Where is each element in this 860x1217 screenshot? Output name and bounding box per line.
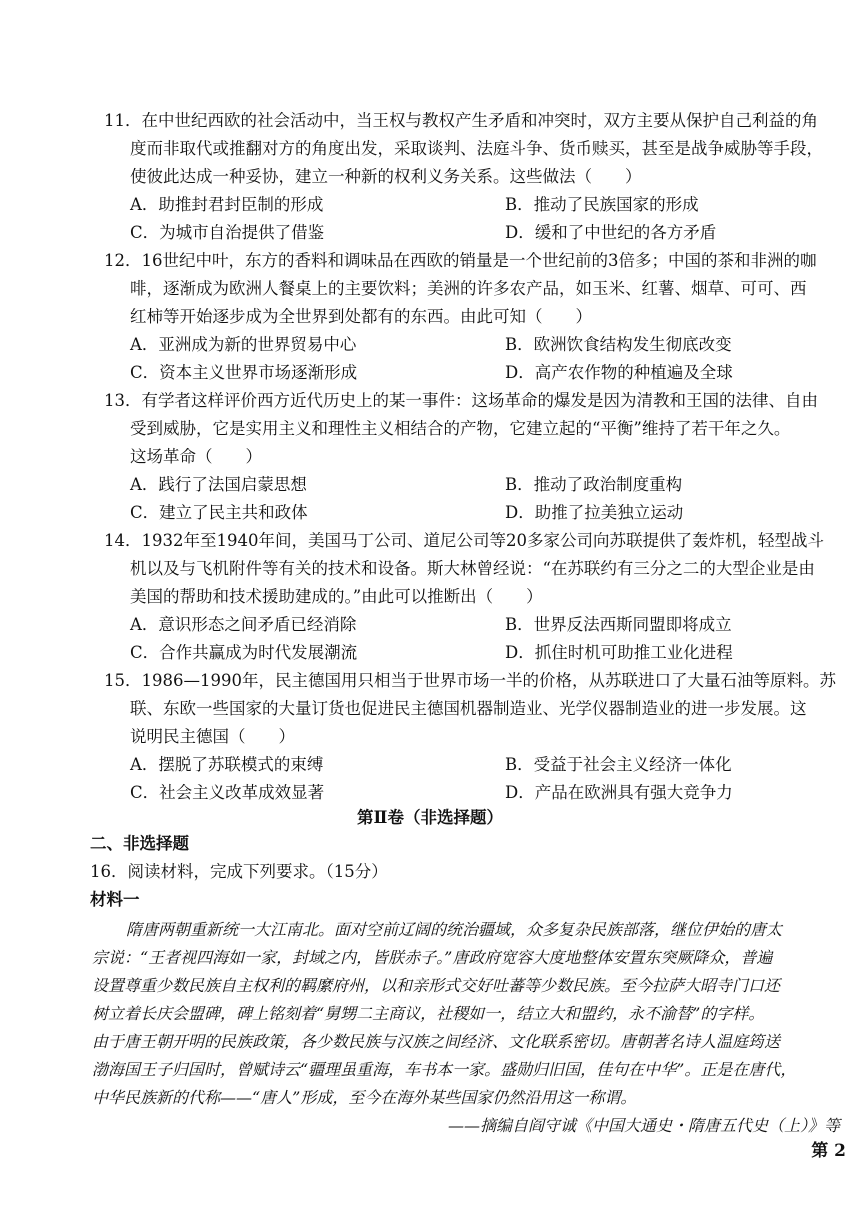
question-13-option-d: D．助推了拉美独立运动 [505,503,684,522]
question-15-option-c: C．社会主义改革成效显著 [130,783,325,802]
question-14-line-3: 美国的帮助和技术援助建成的。”由此可以推断出（ ） [130,587,543,606]
material-title: 材料一 [90,890,140,909]
question-12-line-2: 啡，逐渐成为欧洲人餐桌上的主要饮料；美洲的许多农产品，如玉米、红薯、烟草、可可、西 [130,279,807,298]
question-13-line-2: 受到威胁，它是实用主义和理性主义相结合的产物，它建立起的“平衡”维持了若干年之久。 [130,419,791,438]
material-line-6: 渤海国王子归国时，曾赋诗云“疆理虽重海，车书本一家。盛勋归旧国，佳句在中华”。正是在唐代， [92,1060,797,1079]
question-11-option-a: A．助推封君封臣制的形成 [130,195,324,214]
question-15-line-2: 联、东欧一些国家的大量订货也促进民主德国机器制造业、光学仪器制造业的进一步发展。这 [130,699,807,718]
question-15-option-b: B．受益于社会主义经济一体化 [505,755,732,774]
question-13-line-1: 13．有学者这样评价西方近代历史上的某一事件：这场革命的爆发是因为清教和王国的法律、自由 [104,391,818,410]
question-11-option-c: C．为城市自治提供了借鉴 [130,223,325,242]
question-13-option-b: B．推动了政治制度重构 [505,475,683,494]
question-16-prompt: 16．阅读材料，完成下列要求。（15分） [90,862,388,881]
question-14-line-1: 14．1932年至1940年间，美国马丁公司、道尼公司等20多家公司向苏联提供了轰炸机，轻型战斗 [104,531,824,550]
question-14-option-a: A．意识形态之间矛盾已经消除 [130,615,357,634]
question-11-line-2: 度而非取代或推翻对方的角度出发，采取谈判、法庭斗争、货币赎买，甚至是战争威胁等手段， [130,139,823,158]
material-line-2: 宗说：“王者视四海如一家，封域之内，皆朕赤子。”唐政府宽容大度地整体安置东突厥降众，普遍 [92,948,773,967]
question-15-line-3: 说明民主德国（ ） [130,727,295,746]
question-12-option-c: C．资本主义世界市场逐渐形成 [130,363,358,382]
question-12-option-a: A．亚洲成为新的世界贸易中心 [130,335,357,354]
part-2-heading: 第Ⅱ卷（非选择题） [357,808,503,827]
material-line-5: 由于唐王朝开明的民族政策，各少数民族与汉族之间经济、文化联系密切。唐朝著名诗人温庭筠送 [92,1032,781,1051]
question-12-line-1: 12．16世纪中叶，东方的香料和调味品在西欧的销量是一个世纪前的3倍多；中国的茶和非洲的咖 [104,251,817,270]
material-line-7: 中华民族新的代称——“唐人”形成，至今在海外某些国家仍然沿用这一称谓。 [92,1088,637,1107]
material-line-3: 设置尊重少数民族自主权利的羁縻府州，以和亲形式交好吐蕃等少数民族。至今拉萨大昭寺门口还 [92,976,781,995]
section-heading: 二、非选择题 [90,834,189,853]
question-13-option-c: C．建立了民主共和政体 [130,503,308,522]
question-15-line-1: 15．1986—1990年，民主德国用只相当于世界市场一半的价格，从苏联进口了大量石油等原料。苏 [104,671,836,690]
material-line-4: 树立着长庆会盟碑，碑上铭刻着“舅甥二主商议，社稷如一，结立大和盟约，永不渝替”的字样。 [92,1004,765,1023]
question-14-line-2: 机以及与飞机附件等有关的技术和设备。斯大林曾经说：“在苏联约有三分之二的大型企业是由 [130,559,815,578]
question-11-line-1: 11．在中世纪西欧的社会活动中，当王权与教权产生矛盾和冲突时，双方主要从保护自己利益的角 [104,111,818,130]
question-11-option-d: D．缓和了中世纪的各方矛盾 [505,223,717,242]
question-14-option-c: C．合作共赢成为时代发展潮流 [130,643,358,662]
page-number: 第 2 [811,1141,846,1161]
question-13-option-a: A．践行了法国启蒙思想 [130,475,307,494]
question-12-line-3: 红柿等开始逐步成为全世界到处都有的东西。由此可知（ ） [130,307,592,326]
question-13-line-3: 这场革命（ ） [130,447,262,466]
question-14-option-b: B．世界反法西斯同盟即将成立 [505,615,732,634]
material-line-1: 隋唐两朝重新统一大江南北。面对空前辽阔的统治疆域，众多复杂民族部落，继位伊始的唐太 [126,920,783,939]
question-15-option-d: D．产品在欧洲具有强大竞争力 [505,783,733,802]
question-14-option-d: D．抓住时机可助推工业化进程 [505,643,733,662]
material-source: ——摘编自阎守诚《中国大通史・隋唐五代史（上）》等 [447,1116,840,1135]
question-12-option-d: D．高产农作物的种植遍及全球 [505,363,733,382]
question-15-option-a: A．摆脱了苏联模式的束缚 [130,755,324,774]
question-11-option-b: B．推动了民族国家的形成 [505,195,699,214]
question-11-line-3: 使彼此达成一种妥协，建立一种新的权利义务关系。这些做法（ ） [130,167,642,186]
question-12-option-b: B．欧洲饮食结构发生彻底改变 [505,335,732,354]
